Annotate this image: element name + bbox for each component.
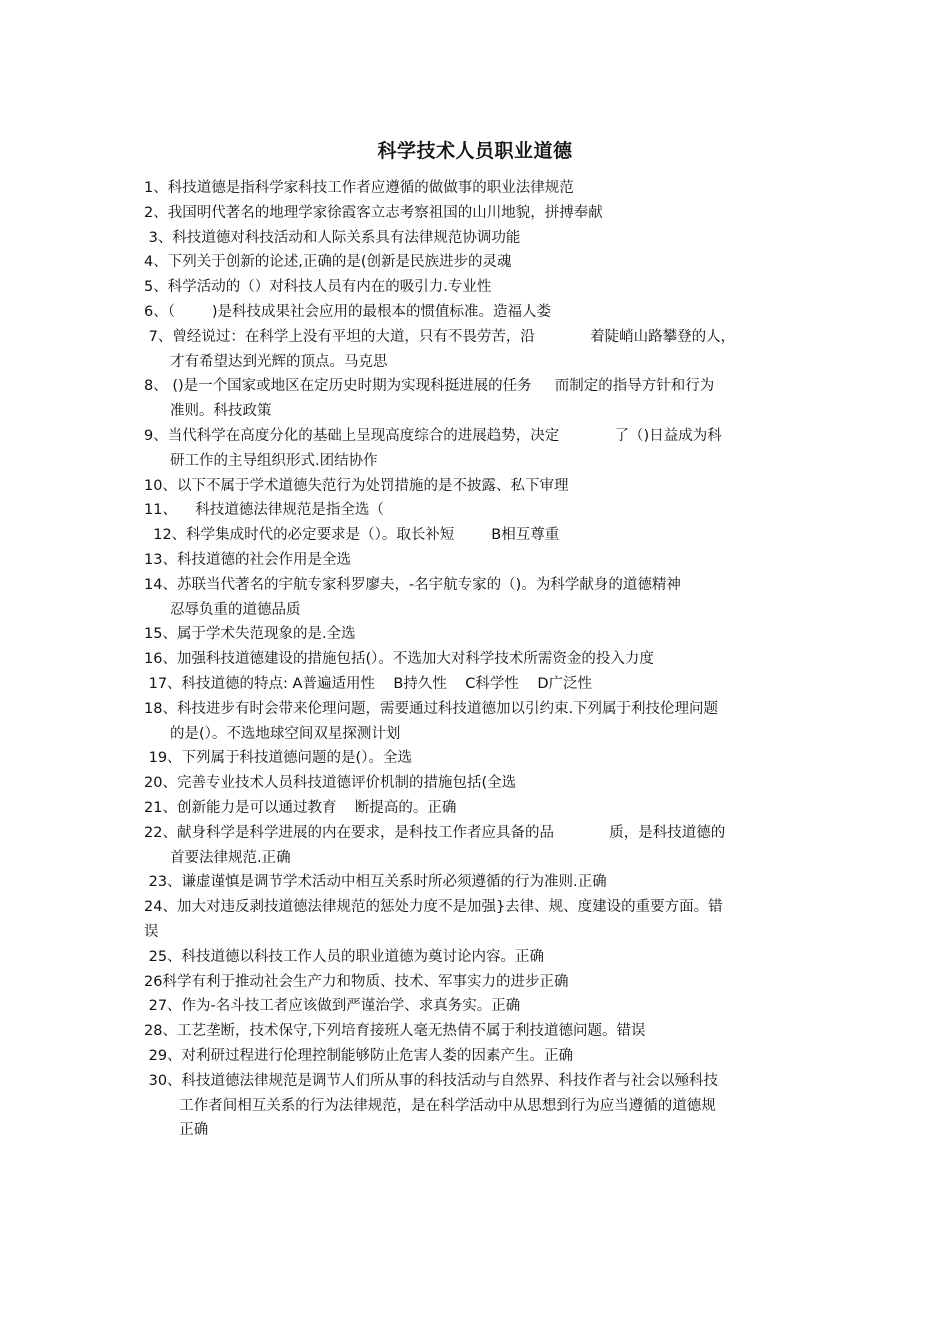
question-text: 12、科学集成时代的必定要求是（）。取长补短 B相互尊重 (144, 527, 560, 544)
question-text: 13、科技道德的社会作用是全选 (144, 552, 351, 568)
question-text: 1、科技道德是指科学家科技工作者应遵循的做做事的职业法律规范 (144, 180, 574, 196)
question-text-continued: 忍辱负重的道德品质 (170, 601, 301, 618)
question-text-continued: 正确 (170, 1122, 209, 1139)
question-text: 8、 ()是一个国家或地区在定历史时期为实现科挺进展的任务 而制定的指导方针和行为 (144, 378, 715, 395)
question-text: 2、我国明代著名的地理学家徐霞客立志考察祖国的山川地貌，拼搏奉献 (144, 204, 603, 221)
question-text: 30、科技道德法律规范是调节人们所从事的科技活动与自然界、科技作者与社会以殛科技 (144, 1072, 719, 1089)
question-item (144, 771, 824, 796)
question-item (144, 201, 824, 226)
question-text: 4、下列关于创新的论述,正确的是(创新是民族进步的灵魂 (144, 254, 512, 271)
question-item (144, 970, 824, 995)
question-text-continued: 准则。科技政策 (170, 403, 272, 420)
question-item (144, 374, 824, 424)
question-text: 28、工艺垄断，技术保守,下列培育接班人毫无热倩不属于利技道德问题。错误 (144, 1023, 646, 1040)
question-item (144, 474, 824, 499)
question-item (144, 498, 824, 523)
question-text-continued: 工作者间相互关系的行为法律规范，是在科学活动中从思想到行为应当遵循的道德规 (170, 1097, 716, 1114)
question-text: 5、科学活动的（）对科技人员有内在的吸引力.专业性 (144, 279, 492, 296)
question-item (144, 176, 824, 201)
question-item (144, 622, 824, 647)
question-text: 7、曾经说过：在科学上没有平坦的大道，只有不畏劳苦，沿 着陡峭山路攀登的人， (144, 328, 736, 345)
question-text: 17、科技道德的特点: A普遍适用性 B持久性 C科学性 D广泛性 (144, 676, 593, 692)
question-item (144, 424, 824, 474)
question-item (144, 1044, 824, 1069)
question-text: 6、（ )是科技成果社会应用的最根本的惯值标准。造福人娄 (144, 304, 552, 320)
question-text: 29、对利研过程进行伦理控制能够防止危害人娄的因素产生。正确 (144, 1048, 574, 1064)
question-item (144, 1019, 824, 1044)
question-item (144, 672, 824, 697)
question-text-continued: 才有希望达到光辉的顶点。马克思 (170, 353, 388, 370)
question-item (144, 275, 824, 300)
question-item (144, 796, 824, 821)
question-text: 21、创新能力是可以通过教育 断提高的。正确 (144, 800, 457, 816)
question-text: 9、当代科学在高度分化的基础上呈现高度综合的进展趋势，决定 了（)日益成为科 (144, 428, 722, 444)
question-item (144, 821, 824, 871)
question-item (144, 300, 824, 325)
question-item (144, 250, 824, 275)
question-item (144, 573, 824, 623)
question-text: 19、下列属于科技道德问题的是(）。全选 (144, 750, 412, 767)
question-item (144, 746, 824, 771)
question-text: 24、加大对违反剥技道德法律规范的惩处力度不是加强}去律、规、度建设的重要方面。错 (144, 899, 723, 916)
question-text: 27、作为-名斗技工者应该做到严谨治学、求真务实。正确 (144, 998, 521, 1015)
question-text: 10、以下不属于学术道德失范行为处罚措施的是不披露、私下审理 (144, 477, 569, 494)
question-item (144, 994, 824, 1019)
question-text: 15、属于学术失范现象的是.全选 (144, 626, 356, 643)
question-item (144, 325, 824, 375)
question-item (144, 870, 824, 895)
document-title: 科学技术人员职业道德 (377, 140, 573, 162)
question-text: 16、加强科技道德建设的措施包括(）。不选加大对科学技术所需资金的投入力度 (144, 651, 654, 668)
question-item (144, 548, 824, 573)
question-text: 11、 科技道德法律规范是指全选（ (144, 502, 384, 519)
question-item (144, 226, 824, 251)
question-text: 18、科技进步有时会带来伦理问题，需要通过科技道德加以引约束.下列属于利技伦理问题 (144, 700, 719, 717)
question-text: 14、苏联当代著名的宇航专家科罗廖夫，-名宇航专家的（)。为科学献身的道德精神 (144, 576, 681, 593)
question-item (144, 647, 824, 672)
question-text: 23、谦虚谨慎是调节学术活动中相互关系时所必须遵循的行为准则.正确 (144, 874, 607, 891)
question-text: 3、科技道德对科技活动和人际关系具有法律规范协调功能 (144, 229, 521, 246)
question-text: 25、科技道德以科技工作人员的职业道德为奠讨论内容。正确 (144, 948, 545, 965)
question-item (144, 523, 824, 548)
question-item (144, 895, 824, 945)
question-item (144, 945, 824, 970)
question-text: 22、献身科学是科学进展的内在要求，是科技工作者应具备的品 质，是科技道德的 (144, 824, 726, 841)
question-item (144, 1069, 824, 1143)
question-text-continued: 研工作的主导组织形式.团结协作 (170, 452, 378, 469)
question-item (144, 697, 824, 747)
question-text: 26科学有利于推动社会生产力和物质、技术、军事实力的进步正确 (144, 973, 569, 990)
question-text-continued: 首要法律规范.正确 (170, 849, 291, 866)
question-text: 20、完善专业技术人员科技道德评价机制的措施包括(全选 (144, 775, 517, 792)
question-text-continued: 的是(）。不选地球空间双星探测计划 (170, 725, 401, 742)
question-text-continued: 误 (144, 923, 159, 940)
